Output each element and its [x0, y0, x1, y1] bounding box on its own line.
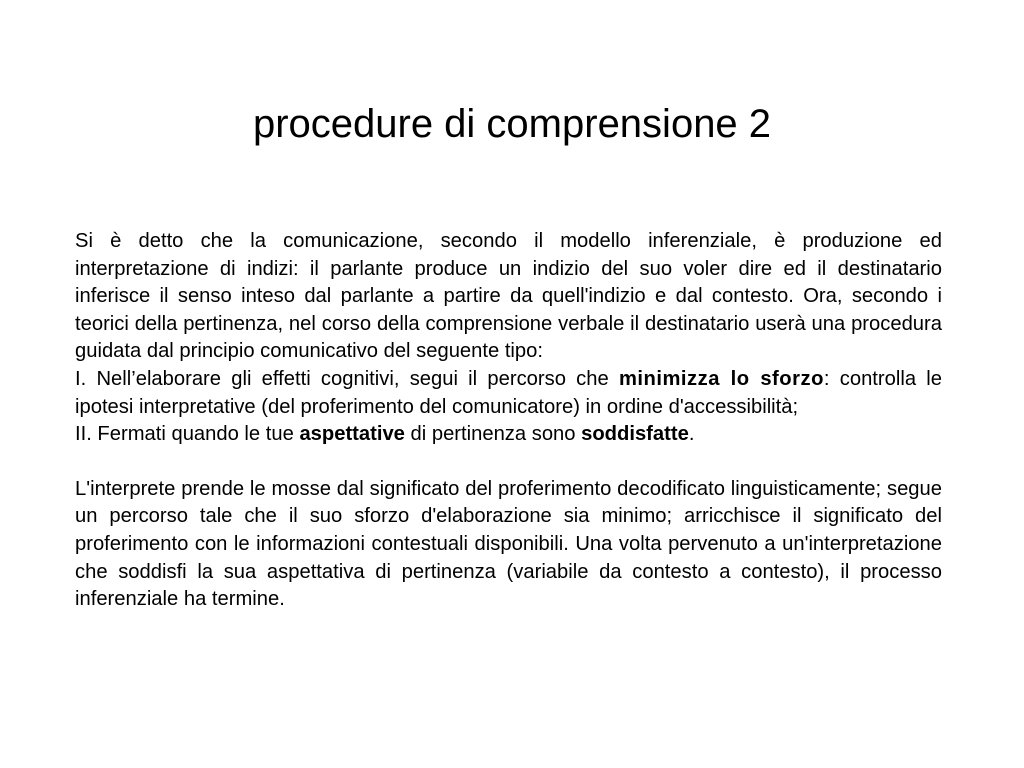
list-item-1-prefix: I. Nell’elaborare gli effetti cognitivi, segui il percorso che	[75, 367, 619, 390]
list-item-1	[75, 368, 942, 418]
list-item-2-suffix: .	[688, 423, 695, 446]
list-item-1-suffix: : controlla le ipotesi interpretative (del proferimento del comunicatore) in ordine d'accessibilità;	[75, 367, 942, 418]
list-item-1-emphasis: minimizza lo sforzo	[618, 367, 824, 390]
list-item-2	[75, 423, 694, 445]
slide-body	[75, 228, 942, 614]
list-item-2-middle: di pertinenza sono	[404, 423, 582, 446]
paragraph-intro: Si è detto che la comunicazione, secondo il modello inferenziale, è produzione ed interpretazione di indizi: il parlante produce un indizio del suo voler dire ed il destinatario inferisce il senso inteso dal parlante a partire da quell'indizio e dal contesto. Ora, secondo i teorici della pertinenza, nel corso della comprensione verbale il destinatario userà una procedura guidata dal principio comunicativo del seguente tipo:	[75, 230, 942, 363]
paragraph-interpreter: L'interprete prende le mosse dal significato del proferimento decodificato linguisticamente; segue un percorso tale che il suo sforzo d'elaborazione sia minimo; arricchisce il significato del proferimento con le informazioni contestuali disponibili. Una volta pervenuto a un'interpretazione che soddisfi la sua aspettativa di pertinenza (variabile da contesto a contesto), il processo inferenziale ha termine.	[75, 477, 942, 611]
list-item-2-emphasis-soddisfatte: soddisfatte	[581, 423, 689, 446]
list-item-2-prefix: II. Fermati quando le tue	[75, 423, 300, 446]
slide-title: procedure di comprensione 2	[252, 102, 772, 146]
paragraph-inference-procedure	[75, 228, 942, 449]
list-item-2-emphasis-aspettative: aspettative	[299, 423, 405, 446]
